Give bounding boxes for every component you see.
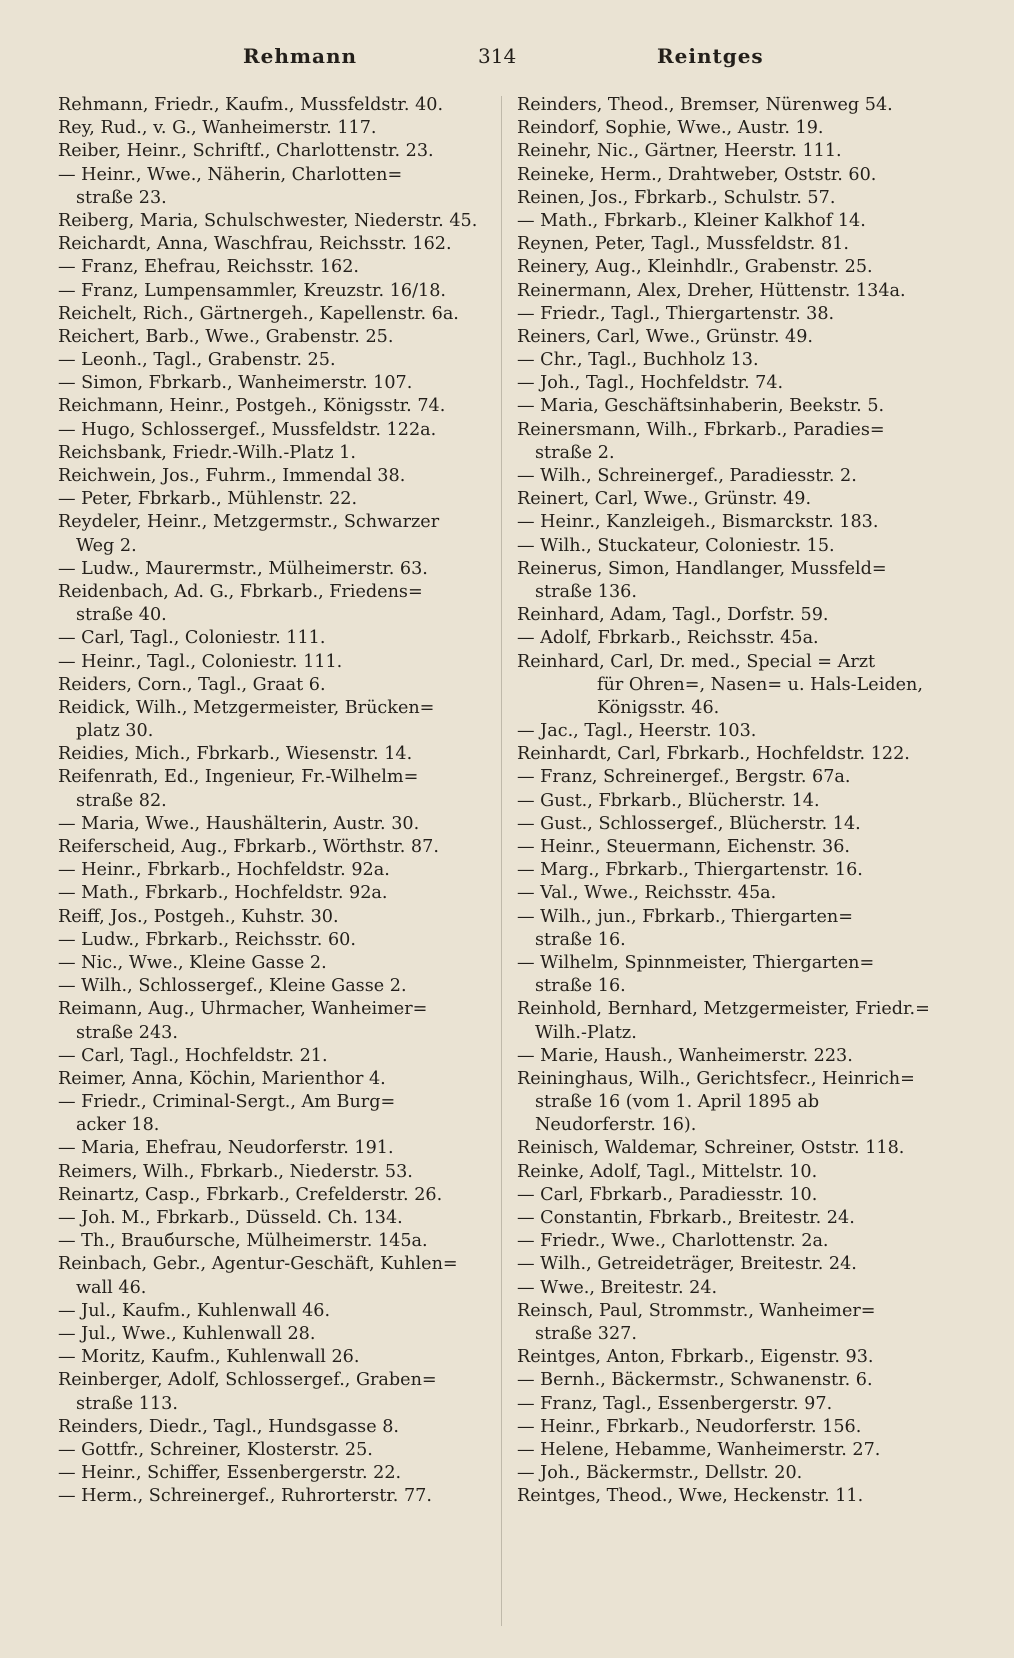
- directory-entry: Rehmann, Friedr., Kaufm., Mussfeldstr. 40.: [58, 95, 444, 115]
- directory-entry: Reinermann, Alex, Dreher, Hüttenstr. 134a.: [517, 280, 906, 301]
- directory-entry: — Wwe., Breitestr. 24.: [517, 1277, 718, 1298]
- page-number: 314: [478, 44, 517, 68]
- directory-entry: — Friedr., Criminal-Sergt., Am Burg=: [58, 1092, 396, 1113]
- directory-entry: Reimers, Wilh., Fbrkarb., Niederstr. 53.: [58, 1161, 413, 1182]
- directory-entry: — Ludw., Fbrkarb., Reichsstr. 60.: [58, 929, 356, 950]
- directory-entry: Reiff, Jos., Postgeh., Kuhstr. 30.: [58, 906, 339, 927]
- directory-entry: — Ludw., Maurermstr., Mülheimerstr. 63.: [58, 558, 428, 579]
- directory-entry: Rey, Rud., v. G., Wanheimerstr. 117.: [58, 118, 377, 139]
- running-head-right: Reintges: [657, 44, 764, 68]
- entry-continuation-line: straße 16 (vom 1. April 1895 ab: [535, 1092, 820, 1113]
- directory-entry: — Math., Fbrkarb., Hochfeldstr. 92a.: [58, 883, 388, 904]
- directory-entry: — Franz, Lumpensammler, Kreuzstr. 16/18.: [58, 280, 446, 301]
- directory-entry: Reichwein, Jos., Fuhrm., Immendal 38.: [58, 466, 406, 486]
- directory-entry: — Gust., Fbrkarb., Blücherstr. 14.: [517, 790, 820, 811]
- directory-entry: Reichert, Barb., Wwe., Grabenstr. 25.: [58, 326, 394, 347]
- directory-entry: Reiferscheid, Aug., Fbrkarb., Wörthstr. 87.: [58, 837, 439, 857]
- directory-entry: Reiberg, Maria, Schulschwester, Niederstr. 45.: [58, 210, 478, 231]
- directory-entry: Reichsbank, Friedr.-Wilh.-Platz 1.: [58, 442, 356, 463]
- directory-entry: — Friedr., Wwe., Charlottenstr. 2a.: [517, 1231, 829, 1252]
- directory-entry: — Gottfr., Schreiner, Klosterstr. 25.: [58, 1439, 373, 1460]
- directory-entry: Reydeler, Heinr., Metzgermstr., Schwarzer: [58, 512, 440, 533]
- directory-entry: — Carl, Tagl., Hochfeldstr. 21.: [58, 1045, 328, 1066]
- entry-continuation-line: für Ohren=, Nasen= u. Hals-Leiden,: [597, 674, 923, 695]
- entry-continuation-line: straße 23.: [76, 187, 167, 208]
- directory-entry: Reichmann, Heinr., Postgeh., Königsstr. 74.: [58, 396, 446, 417]
- directory-entry: — Wilh., Schreinergef., Paradiesstr. 2.: [517, 466, 857, 486]
- directory-entry: — Adolf, Fbrkarb., Reichsstr. 45a.: [517, 628, 819, 649]
- directory-entry: — Chr., Tagl., Buchholz 13.: [517, 350, 759, 371]
- entry-continuation-line: Neudorferstr. 16).: [535, 1115, 697, 1136]
- directory-entry: — Gust., Schlossergef., Blücherstr. 14.: [517, 813, 861, 834]
- directory-entry: Reinhardt, Carl, Fbrkarb., Hochfeldstr. 122.: [517, 744, 910, 765]
- directory-entry: — Heinr., Kanzleigeh., Bismarckstr. 183.: [517, 512, 879, 533]
- directory-entry: — Marie, Haush., Wanheimerstr. 223.: [517, 1045, 853, 1066]
- directory-entry: — Heinr., Tagl., Coloniestr. 111.: [58, 651, 343, 672]
- directory-entry: Reifenrath, Ed., Ingenieur, Fr.-Wilhelm=: [58, 767, 419, 788]
- directory-entry: — Constantin, Fbrkarb., Breitestr. 24.: [517, 1208, 855, 1228]
- directory-entry: Reinert, Carl, Wwe., Grünstr. 49.: [517, 489, 812, 510]
- directory-entry: — Wilh., jun., Fbrkarb., Thiergarten=: [517, 906, 853, 927]
- directory-entry: Reintges, Anton, Fbrkarb., Eigenstr. 93.: [517, 1347, 874, 1368]
- directory-entry: Reinartz, Casp., Fbrkarb., Crefelderstr. 26.: [58, 1184, 443, 1205]
- directory-entry: — Math., Fbrkarb., Kleiner Kalkhof 14.: [517, 210, 866, 231]
- directory-entry: Reichardt, Anna, Waschfrau, Reichsstr. 162.: [58, 234, 452, 255]
- directory-entry: Reiders, Corn., Tagl., Graat 6.: [58, 674, 326, 695]
- left-column: [58, 94, 493, 1508]
- directory-entry: Reinbach, Gebr., Agentur-Geschäft, Kuhlen=: [58, 1254, 458, 1275]
- directory-entry: — Heinr., Wwe., Näherin, Charlotten=: [58, 164, 403, 185]
- directory-entry: — Wilh., Getreideträger, Breitestr. 24.: [517, 1254, 857, 1275]
- directory-entry: Reinhard, Adam, Tagl., Dorfstr. 59.: [517, 605, 829, 626]
- directory-entry: — Heinr., Steuermann, Eichenstr. 36.: [517, 837, 850, 857]
- directory-entry: Reimer, Anna, Köchin, Marienthor 4.: [58, 1068, 386, 1089]
- entry-continuation-line: straße 136.: [535, 581, 637, 602]
- directory-entry: Reinery, Aug., Kleinhdlr., Grabenstr. 25.: [517, 257, 873, 278]
- directory-entry: — Bernh., Bäckermstr., Schwanenstr. 6.: [517, 1370, 873, 1391]
- entry-continuation-line: acker 18.: [76, 1115, 160, 1136]
- directory-entry: — Carl, Tagl., Coloniestr. 111.: [58, 628, 326, 649]
- directory-entry: Reinke, Adolf, Tagl., Mittelstr. 10.: [517, 1161, 818, 1182]
- directory-entry: — Joh. M., Fbrkarb., Düsseld. Ch. 134.: [58, 1208, 403, 1228]
- directory-entry: — Wilhelm, Spinnmeister, Thiergarten=: [517, 952, 875, 973]
- directory-entry: — Th., Brauбursche, Mülheimerstr. 145a.: [58, 1231, 428, 1252]
- directory-entry: — Heinr., Fbrkarb., Neudorferstr. 156.: [517, 1416, 862, 1437]
- directory-entry: — Franz, Tagl., Essenbergerstr. 97.: [517, 1393, 833, 1414]
- entry-continuation-line: straße 243.: [76, 1022, 178, 1043]
- directory-entry: Reinhard, Carl, Dr. med., Special = Arzt: [517, 651, 876, 672]
- directory-entry: — Helene, Hebamme, Wanheimerstr. 27.: [517, 1439, 881, 1460]
- directory-entry: — Jul., Wwe., Kuhlenwall 28.: [58, 1323, 316, 1344]
- directory-entry: Reinders, Theod., Bremser, Nürenweg 54.: [517, 95, 893, 115]
- running-head-left: Rehmann: [243, 44, 358, 68]
- directory-entry: — Wilh., Schlossergef., Kleine Gasse 2.: [58, 976, 407, 997]
- directory-entry: — Peter, Fbrkarb., Mühlenstr. 22.: [58, 489, 358, 510]
- directory-entry: Reinen, Jos., Fbrkarb., Schulstr. 57.: [517, 187, 836, 208]
- directory-entry: Reidick, Wilh., Metzgermeister, Brücken=: [58, 697, 435, 718]
- directory-entry: — Nic., Wwe., Kleine Gasse 2.: [58, 952, 327, 973]
- directory-entry: — Herm., Schreinergef., Ruhrorterstr. 77.: [58, 1486, 432, 1507]
- entry-continuation-line: wall 46.: [76, 1277, 147, 1298]
- entry-continuation-line: straße 16.: [535, 929, 626, 950]
- directory-entry: — Heinr., Schiffer, Essenbergerstr. 22.: [58, 1463, 402, 1484]
- directory-entry: Reidenbach, Ad. G., Fbrkarb., Friedens=: [58, 581, 423, 602]
- directory-entry: — Val., Wwe., Reichsstr. 45a.: [517, 883, 777, 904]
- entry-continuation-line: straße 82.: [76, 790, 167, 811]
- directory-entry: — Hugo, Schlossergef., Mussfeldstr. 122a.: [58, 419, 437, 440]
- entry-continuation-line: straße 327.: [535, 1323, 637, 1344]
- directory-entry: — Carl, Fbrkarb., Paradiesstr. 10.: [517, 1184, 818, 1205]
- directory-entry: — Moritz, Kaufm., Kuhlenwall 26.: [58, 1347, 360, 1368]
- directory-entry: Reinehr, Nic., Gärtner, Heerstr. 111.: [517, 141, 842, 162]
- directory-entry: Reimann, Aug., Uhrmacher, Wanheimer=: [58, 999, 428, 1020]
- directory-entry: — Jul., Kaufm., Kuhlenwall 46.: [58, 1300, 331, 1321]
- directory-entry: Reiber, Heinr., Schriftf., Charlottenstr. 23.: [58, 141, 434, 162]
- directory-entry: Reidies, Mich., Fbrkarb., Wiesenstr. 14.: [58, 744, 413, 765]
- directory-entry: Reindorf, Sophie, Wwe., Austr. 19.: [517, 118, 824, 139]
- directory-entry: — Jac., Tagl., Heerstr. 103.: [517, 721, 757, 742]
- entry-continuation-line: straße 40.: [76, 605, 167, 626]
- directory-entry: Reineke, Herm., Drahtweber, Oststr. 60.: [517, 164, 877, 185]
- entry-continuation-line: straße 113.: [76, 1393, 178, 1414]
- directory-entry: Reinersmann, Wilh., Fbrkarb., Paradies=: [517, 419, 885, 440]
- directory-entry: Reichelt, Rich., Gärtnergeh., Kapellenstr. 6a.: [58, 303, 459, 324]
- entry-continuation-line: Wilh.-Platz.: [535, 1022, 637, 1043]
- directory-entry: — Joh., Tagl., Hochfeldstr. 74.: [517, 373, 784, 394]
- entry-continuation-line: platz 30.: [76, 721, 154, 742]
- directory-entry: Reinberger, Adolf, Schlossergef., Graben=: [58, 1370, 437, 1391]
- directory-entry: — Maria, Ehefrau, Neudorferstr. 191.: [58, 1138, 394, 1159]
- directory-entry: Reintges, Theod., Wwe, Heckenstr. 11.: [517, 1486, 864, 1507]
- directory-entry: Reinisch, Waldemar, Schreiner, Oststr. 118.: [517, 1138, 905, 1159]
- directory-entry: — Simon, Fbrkarb., Wanheimerstr. 107.: [58, 373, 413, 394]
- directory-entry: Reiners, Carl, Wwe., Grünstr. 49.: [517, 326, 814, 347]
- directory-entry: — Maria, Wwe., Haushälterin, Austr. 30.: [58, 813, 420, 834]
- directory-entry: Reinsch, Paul, Strommstr., Wanheimer=: [517, 1300, 876, 1321]
- directory-entry: — Heinr., Fbrkarb., Hochfeldstr. 92a.: [58, 860, 390, 881]
- directory-entry: — Franz, Schreinergef., Bergstr. 67a.: [517, 767, 851, 788]
- directory-entry: — Marg., Fbrkarb., Thiergartenstr. 16.: [517, 860, 863, 881]
- entry-continuation-line: Königsstr. 46.: [597, 697, 720, 718]
- directory-entry: Reininghaus, Wilh., Gerichtsfecr., Heinrich=: [517, 1068, 915, 1089]
- column-divider: [501, 96, 502, 1626]
- directory-entry: — Maria, Geschäftsinhaberin, Beekstr. 5.: [517, 396, 885, 417]
- directory-entry: Reinerus, Simon, Handlanger, Mussfeld=: [517, 558, 887, 579]
- directory-entry: — Leonh., Tagl., Grabenstr. 25.: [58, 350, 336, 371]
- entry-continuation-line: straße 16.: [535, 976, 626, 997]
- directory-entry: Reinders, Diedr., Tagl., Hundsgasse 8.: [58, 1416, 399, 1437]
- directory-entry: — Wilh., Stuckateur, Coloniestr. 15.: [517, 535, 835, 556]
- directory-entry: — Joh., Bäckermstr., Dellstr. 20.: [517, 1463, 803, 1484]
- directory-entry: — Franz, Ehefrau, Reichsstr. 162.: [58, 257, 360, 278]
- directory-entry: Reynen, Peter, Tagl., Mussfeldstr. 81.: [517, 234, 849, 255]
- entry-continuation-line: Weg 2.: [76, 535, 137, 556]
- directory-entry: Reinhold, Bernhard, Metzgermeister, Friedr.=: [517, 999, 930, 1020]
- directory-entry: — Friedr., Tagl., Thiergartenstr. 38.: [517, 303, 835, 324]
- entry-continuation-line: straße 2.: [535, 442, 615, 463]
- right-column: [517, 94, 952, 1508]
